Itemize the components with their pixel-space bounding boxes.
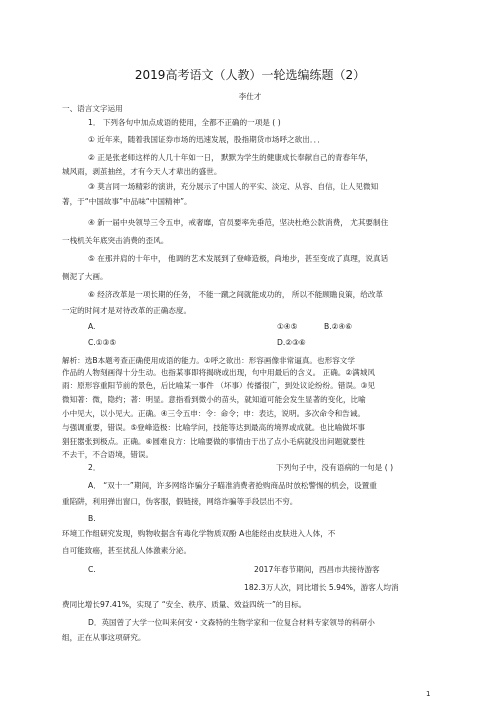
analysis-line: 微知著：微，隐约；著：明显。意指看到微小的苗头，就知道可能会发生显著的变化，比喻 bbox=[62, 395, 366, 404]
q2-number: 2． bbox=[88, 463, 101, 472]
q1-item: 城风雨，剥茧抽丝，才有今天人才辈出的盛世。 bbox=[62, 167, 222, 176]
q1-option-b: B.②④⑥ bbox=[324, 322, 353, 331]
section-heading: 一、语言文字运用 bbox=[62, 104, 123, 113]
q1-item: 一定的时间才是对待改革的正确态度。 bbox=[62, 306, 192, 315]
analysis-line: 作品的人物刻画得十分生动。也指某事即将揭晓或出现，句中用最后的含义。 正确。②满城风 bbox=[62, 368, 375, 377]
q1-stem: 1． 下列各句中加点成语的使用，全都不正确的一项是 ( ) bbox=[88, 118, 281, 127]
q1-option-c: C.①③⑤ bbox=[88, 338, 117, 347]
q1-item: ④ 新一届中央领导三令五申，戒奢靡，官员要率先垂范，坚决杜绝公款消费， 尤其要制住 bbox=[88, 218, 389, 227]
q2-option-c: 费同比增长97.41%，实现了 “安全、秩序、质量、效益四统一”的目标。 bbox=[62, 600, 307, 609]
q2-stem: 下列句子中，没有语病的一句是 ( ) bbox=[276, 463, 394, 472]
q2-option-a: A． “双十一”期间，许多网络诈骗分子瞄准消费者抢购商品时放松警惕的机会，设置重 bbox=[88, 481, 377, 490]
q1-item: ② 正是张老师这样的人几十年如一日， 默默为学生的健康成长奉献自己的青春年华， bbox=[88, 153, 374, 162]
q1-option-a-value: ①④⑤ bbox=[277, 322, 298, 331]
q1-option-d: D.②③⑥ bbox=[277, 338, 306, 347]
q2-option-a: 重陷阱，利用弹出窗口，伪客服，假链接，网络诈骗等手段层出不穷。 bbox=[62, 497, 298, 506]
q2-option-b-label: B. bbox=[88, 514, 96, 523]
q1-option-a: A. bbox=[88, 322, 96, 331]
q2-option-c: 2017年春节期间，西昌市共接待游客 bbox=[254, 565, 380, 574]
q1-item: ⑤ 在那并肩的十年中， 他调的艺术发展到了登峰造极，尚地步，甚至变成了真理，说真话 bbox=[88, 254, 389, 263]
q2-option-d: D．英国曾了大学一位叫来何安・文森特的生物学家和一位复合材料专家领导的科研小 bbox=[88, 618, 375, 627]
q2-option-d: 组，正在从事这项研究。 bbox=[62, 633, 146, 642]
analysis-line: 猖狂嚣张到极点。正确。⑥圆难良方：比喻要做的事情由于出了点小毛病就没出问题就要性 bbox=[62, 437, 365, 446]
q1-item: ⑥ 经济改革是一项长期的任务， 不能一蹴之间就能成功的， 所以不能顾瞻良策，给改革 bbox=[88, 290, 384, 299]
analysis-line: 与强调重要，错误。⑤登峰造极：比喻学问，技能等达到最高的境界或成就。也比喻做坏事 bbox=[62, 423, 365, 432]
analysis-line: 小中见大，以小见大。正确。④三令五申：令：命令；申：表达，说明。多次命令和告诫。 bbox=[62, 409, 365, 418]
q2-option-b: 环境工作组研究发现，购物收据含有毒化学物质双酚 A也能经由皮肤进入人体，不 bbox=[62, 529, 336, 538]
q2-option-c: 182.3万人次，同比增长 5.94%，游客人均消 bbox=[244, 583, 399, 592]
q1-item: 一栈机关年底突击消费的歪风。 bbox=[62, 236, 169, 245]
analysis-line: 雨：原形容重阳节前的景色，后比喻某一事件 （坏事）传播很广，到处议论纷纷。错误。③见 bbox=[62, 381, 375, 390]
page-title: 2019高考语文（人教）一轮选编练题（2） bbox=[134, 68, 366, 82]
author-name: 李仕才 bbox=[238, 92, 262, 101]
q1-item: ① 近年来，随着我国证券市场的迅速发展，股指期货市场呼之欲出．．． bbox=[88, 135, 326, 144]
analysis-line: 解析：选B本题考查正确使用成语的能力。①呼之欲出：形容画像非常逼真。也形容文学 bbox=[62, 356, 355, 365]
analysis-line: 不去干，不合语境，错误。 bbox=[62, 450, 154, 459]
q2-option-c-label: C. bbox=[88, 565, 96, 574]
page-number: 1 bbox=[426, 690, 431, 698]
q2-option-b: 自可能致癌，甚至扰乱人体激素分泌。 bbox=[62, 546, 192, 555]
q1-item: 侧泥了大画。 bbox=[62, 272, 108, 281]
q1-item: 著，于“中国故事”中品味“中国精神”。 bbox=[62, 197, 192, 206]
q1-item: ③ 莫言同一场精彩的演讲，充分展示了中国人的平实、淡定、从容、自信，让人见微知 bbox=[88, 182, 379, 191]
